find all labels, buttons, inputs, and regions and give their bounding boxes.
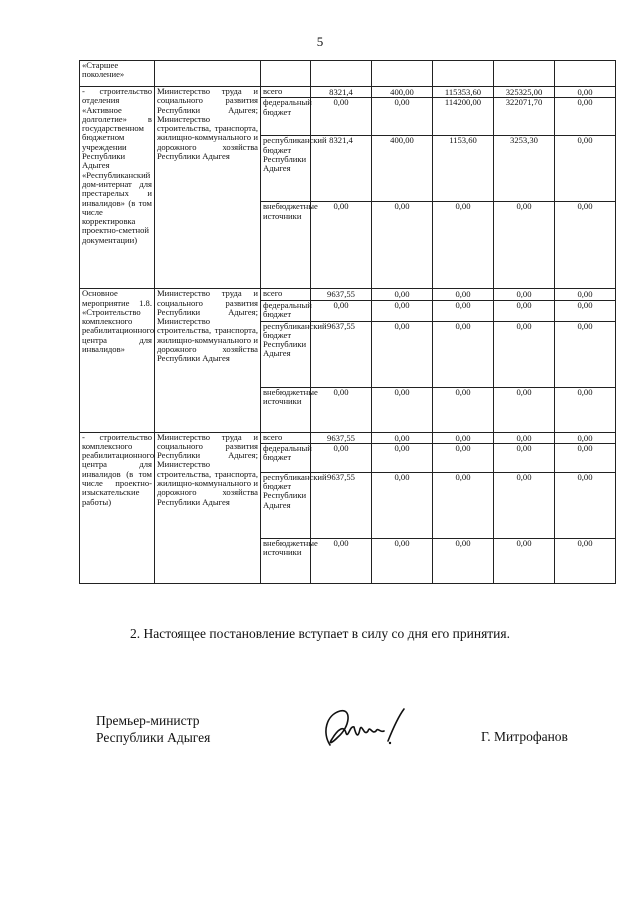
- value-cell: 0,00: [433, 538, 494, 583]
- signatory-title-line1: Премьер-министр: [96, 713, 200, 728]
- value-cell: 0,00: [494, 472, 555, 538]
- value-cell: 9637,55: [311, 472, 372, 538]
- page-number: 5: [316, 34, 324, 49]
- value-cell: 400,00: [372, 136, 433, 202]
- source-cell: федеральный бюджет: [261, 443, 311, 472]
- value-cell: 0,00: [555, 98, 616, 136]
- value-cell: 0,00: [372, 300, 433, 321]
- value-cell: 114200,00: [433, 98, 494, 136]
- source-cell: внебюджетные источники: [261, 538, 311, 583]
- value-cell: 0,00: [555, 387, 616, 432]
- source-cell: внебюджетные источники: [261, 202, 311, 289]
- value-cell: 0,00: [311, 300, 372, 321]
- signatory-title: [96, 712, 210, 746]
- value-cell: 322071,70: [494, 98, 555, 136]
- value-cell: 0,00: [494, 289, 555, 300]
- value-cell: 0,00: [311, 443, 372, 472]
- value-cell: 0,00: [372, 289, 433, 300]
- signatory-name: Г. Митрофанов: [481, 729, 568, 744]
- source-cell: республиканский бюджет Республики Адыгея: [261, 472, 311, 538]
- source-cell: всего: [261, 289, 311, 300]
- table-row: [80, 432, 616, 443]
- value-cell: 0,00: [555, 202, 616, 289]
- handwritten-signature: [316, 703, 412, 753]
- value-cell: 9637,55: [311, 289, 372, 300]
- source-cell: федеральный бюджет: [261, 300, 311, 321]
- value-cell: 0,00: [433, 289, 494, 300]
- value-cell: 0,00: [494, 202, 555, 289]
- value-cell: 0,00: [494, 321, 555, 387]
- value-cell: 0,00: [494, 443, 555, 472]
- program-cell: «Старшее поколение»: [80, 61, 155, 87]
- executor-cell: Министерство труда и социального развития Республики Адыгея; Министерство строительства, транспорта, жилищно-коммунального и дорожного хозяйства Республики Адыгея: [155, 432, 261, 583]
- value-cell: 0,00: [372, 443, 433, 472]
- value-cell: 115353,60: [433, 87, 494, 98]
- source-cell: внебюджетные источники: [261, 387, 311, 432]
- source-cell: всего: [261, 87, 311, 98]
- value-cell: 0,00: [494, 387, 555, 432]
- program-cell: - строительство отделения «Активное долголетие» в государственном бюджетном учреждении Республики Адыгея «Республиканский дом-интернат для престарелых и инвалидов» (в том числе корректировка проектно-сметной документации): [80, 87, 155, 289]
- executor-cell: Министерство труда и социального развития Республики Адыгея; Министерство строительства, транспорта, жилищно-коммунального и дорожного хозяйства Республики Адыгея: [155, 289, 261, 432]
- value-cell: 8321,4: [311, 87, 372, 98]
- value-cell: 0,00: [555, 289, 616, 300]
- value-cell: 0,00: [372, 472, 433, 538]
- value-cell: 0,00: [372, 202, 433, 289]
- signatory-title-line2: Республики Адыгея: [96, 730, 211, 745]
- value-cell: 0,00: [433, 443, 494, 472]
- value-cell: 1153,60: [433, 136, 494, 202]
- value-cell: 0,00: [555, 87, 616, 98]
- value-cell: 9637,55: [311, 432, 372, 443]
- value-cell: 8321,4: [311, 136, 372, 202]
- value-cell: 9637,55: [311, 321, 372, 387]
- value-cell: 400,00: [372, 87, 433, 98]
- value-cell: 0,00: [494, 432, 555, 443]
- value-cell: 0,00: [555, 538, 616, 583]
- value-cell: 0,00: [372, 98, 433, 136]
- value-cell: 0,00: [372, 538, 433, 583]
- value-cell: 0,00: [555, 472, 616, 538]
- value-cell: 0,00: [555, 321, 616, 387]
- value-cell: 0,00: [433, 472, 494, 538]
- value-cell: 0,00: [494, 538, 555, 583]
- table-row: [80, 289, 616, 300]
- source-cell: всего: [261, 432, 311, 443]
- value-cell: 325325,00: [494, 87, 555, 98]
- value-cell: 0,00: [555, 432, 616, 443]
- table-row: [80, 87, 616, 98]
- value-cell: 0,00: [433, 432, 494, 443]
- value-cell: 0,00: [555, 300, 616, 321]
- value-cell: 0,00: [311, 387, 372, 432]
- value-cell: 0,00: [433, 321, 494, 387]
- value-cell: 0,00: [494, 300, 555, 321]
- source-cell: республиканский бюджет Республики Адыгея: [261, 136, 311, 202]
- table-row: [80, 61, 616, 87]
- source-cell: республиканский бюджет Республики Адыгея: [261, 321, 311, 387]
- value-cell: 0,00: [555, 443, 616, 472]
- value-cell: 3253,30: [494, 136, 555, 202]
- value-cell: 0,00: [372, 387, 433, 432]
- value-cell: 0,00: [433, 202, 494, 289]
- program-cell: Основное мероприятие 1.8. «Строительство комплексного реабилитационного центра для инвалидов»: [80, 289, 155, 432]
- clause-text: 2. Настоящее постановление вступает в силу со дня его принятия.: [129, 626, 510, 641]
- value-cell: 0,00: [311, 202, 372, 289]
- value-cell: 0,00: [433, 387, 494, 432]
- source-cell: федеральный бюджет: [261, 98, 311, 136]
- value-cell: 0,00: [555, 136, 616, 202]
- value-cell: 0,00: [311, 538, 372, 583]
- executor-cell: Министерство труда и социального развития Республики Адыгея; Министерство строительства, транспорта, жилищно-коммунального и дорожного хозяйства Республики Адыгея: [155, 87, 261, 289]
- value-cell: 0,00: [311, 98, 372, 136]
- value-cell: 0,00: [372, 432, 433, 443]
- value-cell: 0,00: [372, 321, 433, 387]
- budget-table: [79, 60, 616, 584]
- value-cell: 0,00: [433, 300, 494, 321]
- program-cell: - строительство комплексного реабилитационного центра для инвалидов (в том числе проектно-изыскательские работы): [80, 432, 155, 583]
